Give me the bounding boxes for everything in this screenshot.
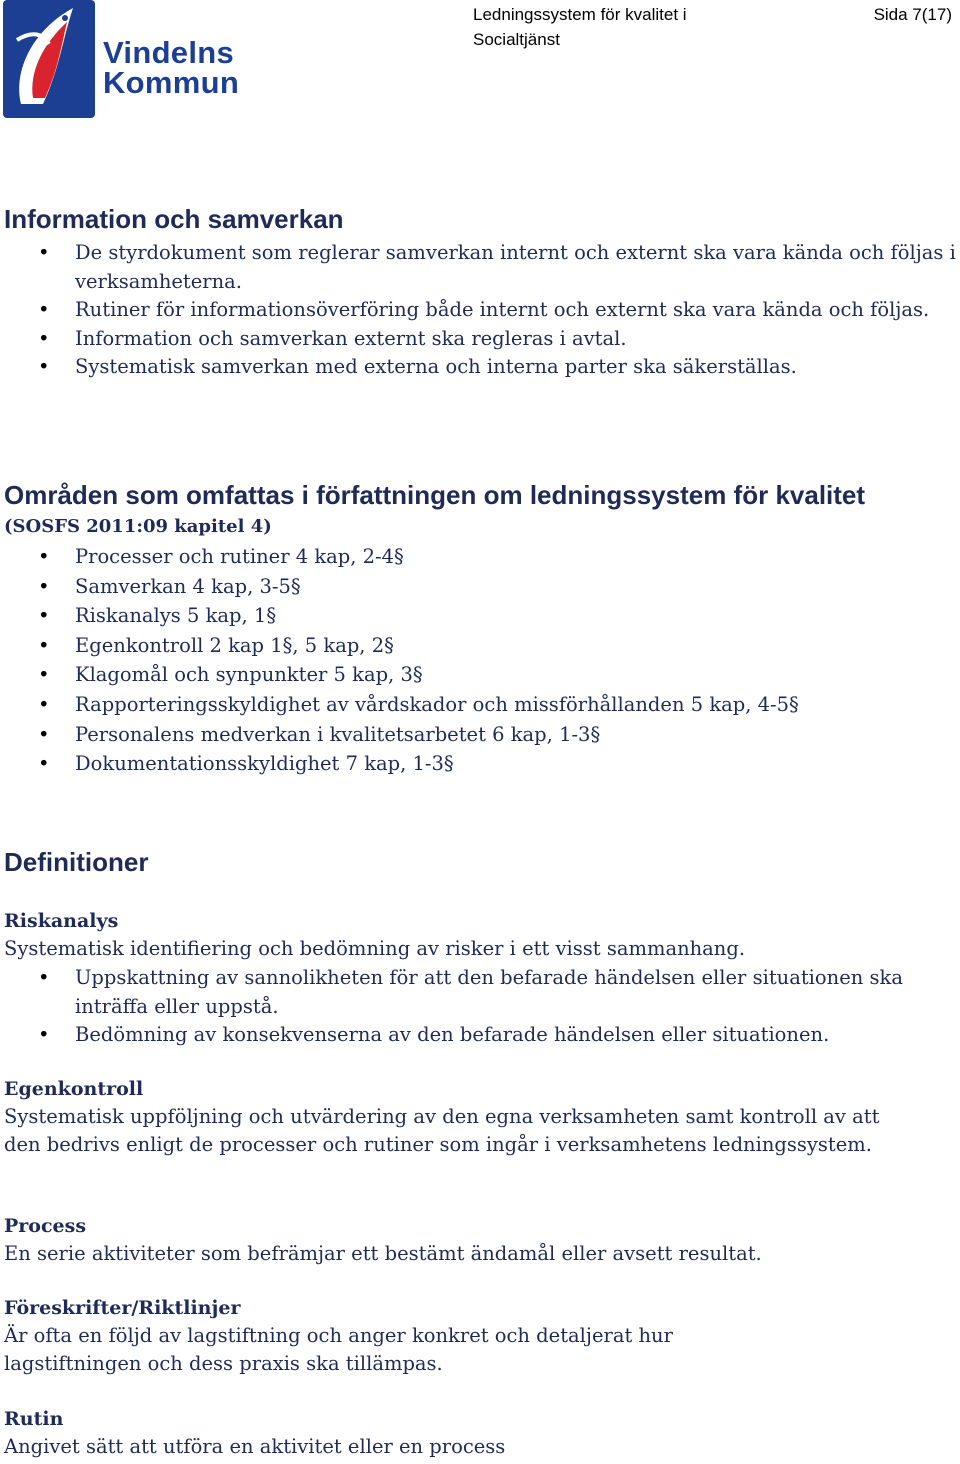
term-process: Process <box>4 1215 87 1237</box>
riskanalys-list-item: • Uppskattning av sannolikheten för att den befarade händelsen eller situationen ska inträffa eller uppstå. <box>0 964 956 1021</box>
definition-foreskrifter: Är ofta en följd av lagstiftning och anger konkret och detaljerat hur lagstiftningen och dess praxis ska tillämpas. <box>4 1324 673 1375</box>
areas-list-item: • Rapporteringsskyldighet av vårdskador och missförhållanden 5 kap, 4-5§ <box>0 690 956 720</box>
definition-process: En serie aktiviteter som befrämjar ett bestämt ändamål eller avsett resultat. <box>4 1242 762 1265</box>
logo-text-vindelns: Vindelns <box>103 35 235 70</box>
term-foreskrifter: Föreskrifter/Riktlinjer <box>4 1297 241 1319</box>
areas-list-item: • Riskanalys 5 kap, 1§ <box>0 601 956 631</box>
riskanalys-list-item: • Bedömning av konsekvenserna av den befarade händelsen eller situationen. <box>0 1021 956 1050</box>
areas-list-item: • Dokumentationsskyldighet 7 kap, 1-3§ <box>0 749 956 779</box>
term-riskanalys: Riskanalys <box>4 910 119 932</box>
info-list-item: • Systematisk samverkan med externa och interna parter ska säkerställas. <box>0 353 956 382</box>
sosfs-reference: (SOSFS 2011:09 kapitel 4) <box>4 516 272 537</box>
areas-list-item: • Egenkontroll 2 kap 1§, 5 kap, 2§ <box>0 631 956 661</box>
heading-information-samverkan: Information och samverkan <box>4 204 344 234</box>
definition-egenkontroll: Systematisk uppföljning och utvärdering av den egna verksamheten samt kontroll av att den bedrivs enligt de processer och rutiner som ingår i verksamhetens ledningssystem. <box>4 1105 880 1156</box>
info-list-item: • Information och samverkan externt ska regleras i avtal. <box>0 325 956 354</box>
areas-list-item: • Processer och rutiner 4 kap, 2-4§ <box>0 542 956 572</box>
fish-emblem-icon <box>3 0 99 118</box>
term-rutin: Rutin <box>4 1408 64 1430</box>
info-list-item: • Rutiner för informationsöverföring både internt och externt ska vara kända och följas. <box>0 296 956 325</box>
document-title-text: Ledningssystem för kvalitet i Socialtjänst <box>473 5 687 49</box>
term-egenkontroll: Egenkontroll <box>4 1078 144 1100</box>
logo-text-kommun: Kommun <box>103 65 240 100</box>
info-list-item: • De styrdokument som reglerar samverkan internt och externt ska vara kända och följas i verksamheterna. <box>0 239 956 296</box>
heading-omraden: Områden som omfattas i författningen om ledningssystem för kvalitet <box>4 480 866 510</box>
areas-list <box>0 542 956 779</box>
page-number: Sida 7(17) <box>873 5 952 24</box>
info-list <box>0 239 956 382</box>
areas-list-item: • Klagomål och synpunkter 5 kap, 3§ <box>0 660 956 690</box>
document-title <box>473 2 723 52</box>
riskanalys-list <box>0 964 956 1050</box>
vindeln-kommun-logo <box>3 0 243 118</box>
heading-definitioner: Definitioner <box>4 847 149 877</box>
definition-rutin: Angivet sätt att utföra en aktivitet eller en process <box>4 1435 506 1458</box>
definition-riskanalys: Systematisk identifiering och bedömning av risker i ett visst sammanhang. <box>4 937 746 960</box>
areas-list-item: • Personalens medverkan i kvalitetsarbetet 6 kap, 1-3§ <box>0 720 956 750</box>
areas-list-item: • Samverkan 4 kap, 3-5§ <box>0 572 956 602</box>
